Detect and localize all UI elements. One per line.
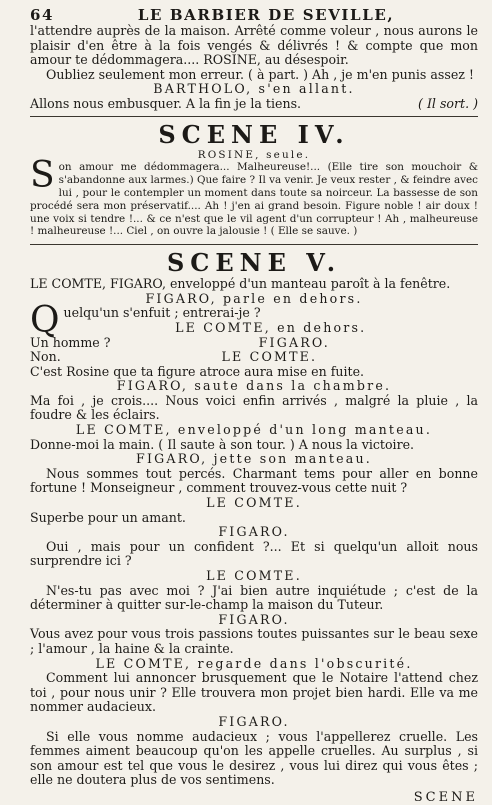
text-row xyxy=(30,350,478,365)
speaker-heading: FIGARO. xyxy=(218,524,290,540)
speaker-heading: FIGARO. xyxy=(218,713,290,729)
speaker-heading: FIGARO, saute dans la chambre. xyxy=(116,378,392,394)
dialogue-line: Un homme ? xyxy=(30,334,111,350)
speaker-heading: BARTHOLO, s'en allant. xyxy=(153,81,355,97)
dialogue-line: Comment lui annoncer brusquement que le Notaire l'attend chez toi , pour nous unir ? Elle trouvera mon projet bien hardi. Elle va me nommer audacieux. xyxy=(30,670,478,715)
speaker-heading: LE COMTE, enveloppé d'un long manteau. xyxy=(75,422,433,438)
speaker-heading: LE COMTE, en dehors. xyxy=(175,319,367,335)
running-title: LE BARBIER DE SEVILLE, xyxy=(137,6,395,24)
speaker-heading: LE COMTE. xyxy=(221,349,318,365)
speaker-heading: LE COMTE, regarde dans l'obscurité. xyxy=(95,655,413,671)
dialogue-line: Ma foi , je crois.... Nous voici enfin arrivés , malgré la pluie , la foudre & les éclairs. xyxy=(30,392,478,423)
scene-title: SCENE IV. xyxy=(158,119,350,149)
dialogue-line: Vous avez pour vous trois passions toutes puissantes sur le beau sexe ; l'amour , la haine & la crainte. xyxy=(30,626,478,656)
speaker-heading: FIGARO. xyxy=(258,334,330,350)
scene-title: SCENE V. xyxy=(166,248,342,278)
speaker-heading: LE COMTE. xyxy=(206,495,302,511)
dialogue-line: C'est Rosine que ta figure atroce aura mise en fuite. xyxy=(30,363,365,379)
scene-text: Son amour me dédommagera... Malheureuse!... (Elle tire son mouchoir & s'abandonne aux larmes.) Que faire ? Il va venir. Je veux rester , & feindre avec lui , pour le contempler un moment dans toute sa noirceur. La bassesse de son procédé sera mon préservatif.... Ah ! j'en ai grand besoin. Figure noble ! air doux ! une voix si tendre !... & ce n'est que le vil agent d'un corrupteur ! Ah , malheureuse ! malheureuse !... Ciel , on ouvre la jalousie ! ( Elle se sauve. ) xyxy=(30,155,478,238)
stage-direction: ( Il sort. ) xyxy=(418,95,478,111)
catchword: SCENE xyxy=(413,789,478,805)
text-line: Oubliez seulement mon erreur. ( à part. ) Ah , je m'en punis assez ! xyxy=(46,66,474,82)
dialogue-line: Quelqu'un s'enfuit ; entrerai-je ? xyxy=(30,300,261,342)
scene-intro: LE COMTE, FIGARO, enveloppé d'un manteau paroît à la fenêtre. xyxy=(30,276,451,292)
text-line: l'attendre auprès de la maison. Arrêté comme voleur , nous aurons le plaisir d'en être à la fois vengés & délivrés ! & compte que mon amour te dédommagera.... ROSINE, au désespoir. xyxy=(30,23,478,68)
divider xyxy=(30,116,478,117)
dialogue-line: Oui , mais pour un confident ?... Et si quelqu'un alloit nous surprendre ici ? xyxy=(30,538,478,569)
dialogue-line: Si elle vous nomme audacieux ; vous l'appellerez cruelle. Les femmes aiment beaucoup qu'on les appelle cruelles. Au surplus , si son amour est tel que vous le desirez , vous lui direz qui vous êtes ; elle ne doutera plus de vos sentimens. xyxy=(30,728,478,788)
dialogue-line: Nous sommes tout percés. Charmant tems pour aller en bonne fortune ! Monseigneur , comment trouvez-vous cette nuit ? xyxy=(30,465,478,496)
speaker-heading: LE COMTE. xyxy=(206,568,302,584)
text-row xyxy=(30,97,478,112)
text-row xyxy=(30,336,478,351)
speaker-heading: FIGARO, parle en dehors. xyxy=(145,290,363,306)
speaker-heading: FIGARO. xyxy=(218,611,290,627)
speaker-heading: FIGARO, jette son manteau. xyxy=(136,451,372,467)
dialogue-line: N'es-tu pas avec moi ? J'ai bien autre inquiétude ; c'est de la déterminer à quitter sur-le-champ la maison du Tuteur. xyxy=(30,582,478,613)
divider xyxy=(30,244,478,245)
text-line: Allons nous embusquer. A la fin je la tiens. xyxy=(30,95,302,111)
dialogue-line: Donne-moi la main. ( Il saute à son tour. ) A nous la victoire. xyxy=(30,436,415,452)
page-number: 64 xyxy=(30,6,55,24)
page-header xyxy=(30,6,478,24)
speaker-heading: ROSINE, seule. xyxy=(197,148,311,161)
dialogue-line: Superbe pour un amant. xyxy=(30,509,186,525)
dialogue-line: Non. xyxy=(30,349,61,365)
